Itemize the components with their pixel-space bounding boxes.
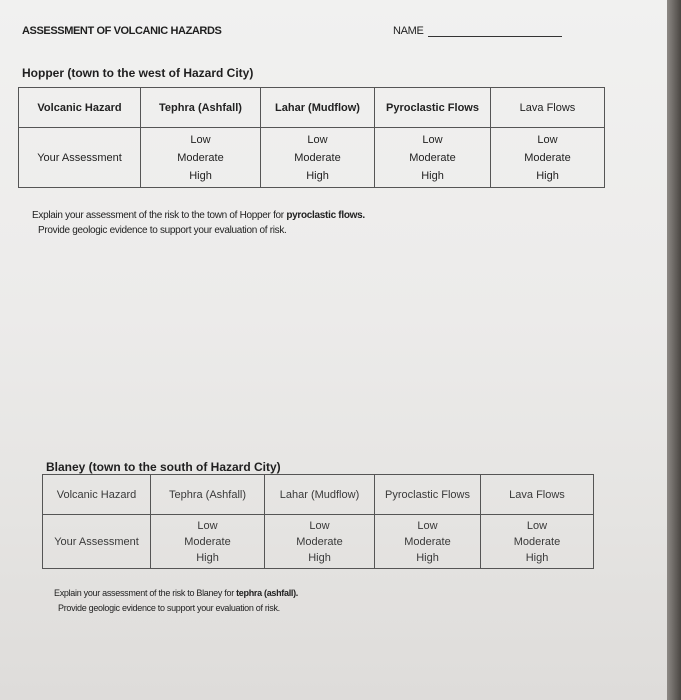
option-low[interactable]: Low: [422, 133, 443, 146]
prompt-hazard: tephra (ashfall).: [236, 588, 299, 598]
hazard-header-pyroclastic: Pyroclastic Flows: [375, 88, 491, 128]
option-high[interactable]: High: [306, 169, 329, 182]
assessment-cell-pyroclastic[interactable]: [375, 128, 491, 188]
hazard-header-tephra: Tephra (Ashfall): [151, 475, 265, 515]
assessment-cell-tephra[interactable]: [151, 515, 265, 569]
prompt-text: Explain your assessment of the risk to Blaney for: [54, 588, 234, 598]
column-header-cell: Volcanic Hazard: [43, 475, 151, 515]
column-header-cell: Volcanic Hazard: [19, 88, 141, 128]
blaney-prompt-line1: [54, 588, 298, 598]
option-moderate[interactable]: Moderate: [294, 151, 341, 164]
option-low[interactable]: Low: [197, 519, 218, 532]
option-low[interactable]: Low: [537, 133, 558, 146]
worksheet-title: ASSESSMENT OF VOLCANIC HAZARDS: [22, 25, 222, 37]
option-high[interactable]: High: [308, 551, 331, 564]
name-blank-line: [428, 36, 562, 37]
option-moderate[interactable]: Moderate: [296, 535, 343, 548]
option-moderate[interactable]: Moderate: [184, 535, 231, 548]
option-high[interactable]: High: [536, 169, 559, 182]
hopper-hazard-table: [18, 87, 605, 188]
assessment-cell-tephra[interactable]: [141, 128, 261, 188]
option-moderate[interactable]: Moderate: [524, 151, 571, 164]
option-high[interactable]: High: [189, 169, 212, 182]
option-high[interactable]: High: [421, 169, 444, 182]
table-header-row: [19, 88, 605, 128]
option-high[interactable]: High: [196, 551, 219, 564]
option-high[interactable]: High: [416, 551, 439, 564]
blaney-hazard-table: [42, 474, 594, 569]
name-label: NAME: [393, 25, 424, 37]
blaney-prompt-line2: Provide geologic evidence to support your evaluation of risk.: [58, 603, 280, 613]
desk-background: [667, 0, 681, 700]
assessment-row: [43, 515, 594, 569]
assessment-cell-pyroclastic[interactable]: [375, 515, 481, 569]
option-low[interactable]: Low: [309, 519, 330, 532]
assessment-row: [19, 128, 605, 188]
option-low[interactable]: Low: [190, 133, 211, 146]
hazard-header-lava: Lava Flows: [491, 88, 605, 128]
option-low[interactable]: Low: [526, 519, 548, 532]
option-low[interactable]: Low: [307, 133, 328, 146]
blaney-section-title: Blaney (town to the south of Hazard City): [46, 460, 281, 474]
row-label-cell: Your Assessment: [19, 128, 141, 188]
option-moderate[interactable]: Moderate: [177, 151, 224, 164]
row-label-cell: Your Assessment: [43, 515, 151, 569]
option-low[interactable]: Low: [417, 519, 438, 532]
assessment-cell-lava[interactable]: [481, 515, 594, 569]
hazard-header-lahar: Lahar (Mudflow): [261, 88, 375, 128]
option-moderate[interactable]: Moderate: [409, 151, 456, 164]
assessment-cell-lahar[interactable]: [261, 128, 375, 188]
option-moderate[interactable]: Moderate: [404, 535, 451, 548]
assessment-cell-lahar[interactable]: [265, 515, 375, 569]
hazard-header-lava: Lava Flows: [481, 475, 594, 515]
prompt-hazard: pyroclastic flows.: [286, 210, 365, 221]
option-moderate[interactable]: Moderate: [513, 535, 561, 548]
hopper-prompt-line1: [32, 210, 365, 221]
hazard-header-pyroclastic: Pyroclastic Flows: [375, 475, 481, 515]
assessment-cell-lava[interactable]: [491, 128, 605, 188]
hazard-header-lahar: Lahar (Mudflow): [265, 475, 375, 515]
hopper-prompt-line2: Provide geologic evidence to support your evaluation of risk.: [38, 225, 287, 236]
table-header-row: [43, 475, 594, 515]
hopper-section-title: Hopper (town to the west of Hazard City): [22, 66, 254, 80]
option-high[interactable]: High: [525, 551, 549, 564]
hazard-header-tephra: Tephra (Ashfall): [141, 88, 261, 128]
prompt-text: Explain your assessment of the risk to the town of Hopper for: [32, 210, 284, 221]
